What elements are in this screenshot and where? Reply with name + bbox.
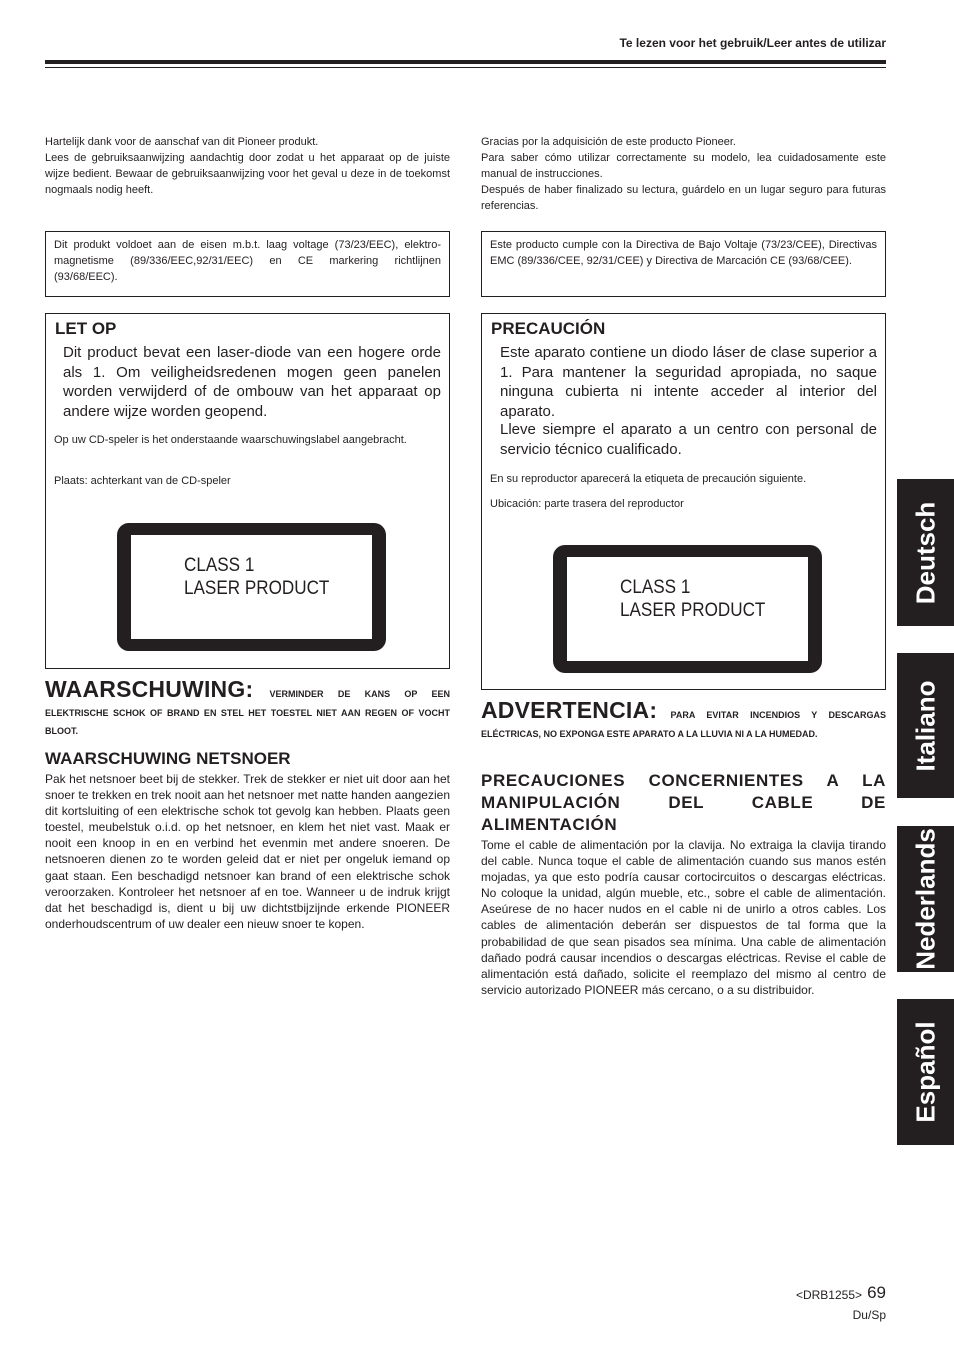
cord-body-spanish: Tome el cable de alimentación por la clavija. No extraiga la clavija tirando del cable. Nunca toque el cable de alimentación cuando sus manos estén mojadas, ya que esto podría causar cortocircuitos o descargas eléctricas. No coloque la unidad, algún mueble, etc., sobre el cable de alimentación. Aseúrese de no hacer nudos en el cable ni de unirlo a otros cables. Los cables de alimentación deberán ser dispuestos de tal forma que la probabilidad de que sean pisados sea mínima. Una cable de alimentación dañado podrá causar incendios o descargas eléctricas. Revise el cable de alimentación está dañado, solicite el reemplazo del mismo al centro de servicio autorizado PIONEER más cercano, o a su distribuidor. [481, 838, 886, 997]
warning-text: PARA EVITAR INCENDIOS Y DESCARGAS ELÉCTRICAS, NO EXPONGA ESTE APARATO A LA LLUVIA NI A LA HUMEDAD. [481, 710, 886, 739]
tab-label: Italiano [910, 679, 940, 772]
warning-heading: WAARSCHUWING: [45, 676, 254, 702]
compliance-text: Este producto cumple con la Directiva de Bajo Voltaje (73/23/CEE), Directivas EMC (89/336/CEE, 92/31/CEE) y Directiva de Marcación CE (93/68/CEE). [490, 239, 877, 267]
document-code: <DRB1255> [795, 1288, 862, 1302]
page-number: 69 [867, 1283, 886, 1302]
header-rule-thin [45, 67, 886, 68]
intro-paragraph: Lees de gebruiksaanwijzing aandachtig door zodat u het apparaat op de juiste wijze bedient. Bewaar de gebruiksaanwijzing voor het geval u deze in de toekomst nogmaals nodig heeft. [45, 152, 450, 196]
intro-paragraph: Hartelijk dank voor de aanschaf van dit Pioneer produkt. [45, 136, 319, 148]
caution-box-dutch [45, 313, 450, 669]
intro-spanish [481, 134, 886, 214]
laser-class-label [553, 545, 822, 673]
compliance-box-spanish [481, 231, 886, 297]
tab-label: Español [910, 1021, 940, 1123]
intro-paragraph: Para saber cómo utilizar correctamente su modelo, lea cuidadosamente este manual de instrucciones. [481, 152, 886, 180]
tab-nederlands[interactable] [897, 826, 954, 972]
warning-text: VERMINDER DE KANS OP EEN ELEKTRISCHE SCHOK OF BRAND EN STEL HET TOESTEL NIET AAN REGEN OF VOCHT BLOOT. [45, 689, 451, 736]
laser-label-line2: LASER PRODUCT [620, 600, 766, 621]
compliance-text: Dit produkt voldoet aan de eisen m.b.t. laag voltage (73/23/EEC), elektro-magnetisme (89/336/EEC,92/31/EEC) en CE markering richtlijnen (93/68/EEC). [54, 239, 441, 283]
header-rule-thick [45, 60, 886, 64]
intro-dutch [45, 134, 450, 198]
label-note: En su reproductor aparecerá la etiqueta de precaución siguiente. [490, 473, 807, 485]
cord-heading-spanish: PRECAUCIONES CONCERNIENTES A LA MANIPULACIÓN DEL CABLE DE ALIMENTACIÓN [481, 771, 886, 834]
label-location: Ubicación: parte trasera del reproductor [490, 498, 684, 510]
warning-spanish [481, 697, 886, 742]
compliance-box-dutch [45, 231, 450, 297]
warning-dutch [45, 676, 450, 739]
warning-heading: ADVERTENCIA: [481, 697, 658, 723]
caution-body: Este aparato contiene un diodo láser de clase superior a 1. Para mantener la seguridad apropiada, no saque ninguna cubierta ni intente acceder al interior del aparato. [500, 344, 877, 420]
tab-italiano[interactable] [897, 653, 954, 798]
caution-body-service: Lleve siempre el aparato a un centro con personal de servicio técnico cualificado. [500, 421, 877, 458]
label-location: Plaats: achterkant van de CD-speler [54, 475, 231, 487]
intro-paragraph: Después de haber finalizado su lectura, guárdelo en un lugar seguro para futuras referencias. [481, 184, 886, 212]
laser-label-line2: LASER PRODUCT [184, 578, 330, 599]
running-header: Te lezen voor het gebruik/Leer antes de utilizar [619, 36, 886, 50]
tab-label: Deutsch [910, 501, 940, 604]
intro-paragraph: Gracias por la adquisición de este producto Pioneer. [481, 136, 736, 148]
label-note: Op uw CD-speler is het onderstaande waarschuwingslabel aangebracht. [54, 434, 407, 446]
tab-deutsch[interactable] [897, 479, 954, 626]
caution-body: Dit product bevat een laser-diode van een hogere orde als 1. Om veiligheidsredenen mogen geen panelen worden verwijderd of de ombouw van het apparaat op andere wijze worden geopend. [63, 344, 441, 420]
laser-label-line1: CLASS 1 [620, 577, 691, 598]
cord-heading-dutch: WAARSCHUWING NETSNOER [45, 749, 291, 768]
laser-label-line1: CLASS 1 [184, 555, 255, 576]
caution-box-spanish [481, 313, 886, 690]
tab-label: Nederlands [910, 828, 940, 970]
language-code: Du/Sp [852, 1308, 886, 1322]
tab-espanol[interactable] [897, 999, 954, 1145]
cord-body-dutch: Pak het netsnoer beet bij de stekker. Trek de stekker er niet uit door aan het snoer te trekken en trek nooit aan het netsnoer met natte handen aangezien dit kortsluiting of een elektrische schok tot gevolg kan hebben. Plaats geen toestel, meubelstuk o.i.d. op het netsnoer, en klem het niet vast. Maak er nooit een knoop in en en verbind het evenmin met andere snoeren. De netsnoeren dienen zo te worden geleid dat er niet per ongeluk iemand op gaat staan. Een beschadigd netsnoer kan brand of een elektrische schok veroorzaken. Kontroleer het netsnoer af en toe. Wanneer u de indruk krijgt dat het beschadigd is, dient u bij uw dichtstbijzijnde erkende PIONEER onderhoudscentrum of uw dealer een nieuw snoer te kopen. [45, 772, 450, 931]
caution-title: PRECAUCIÓN [491, 319, 606, 338]
caution-title: LET OP [55, 319, 117, 338]
laser-class-label [117, 523, 386, 651]
